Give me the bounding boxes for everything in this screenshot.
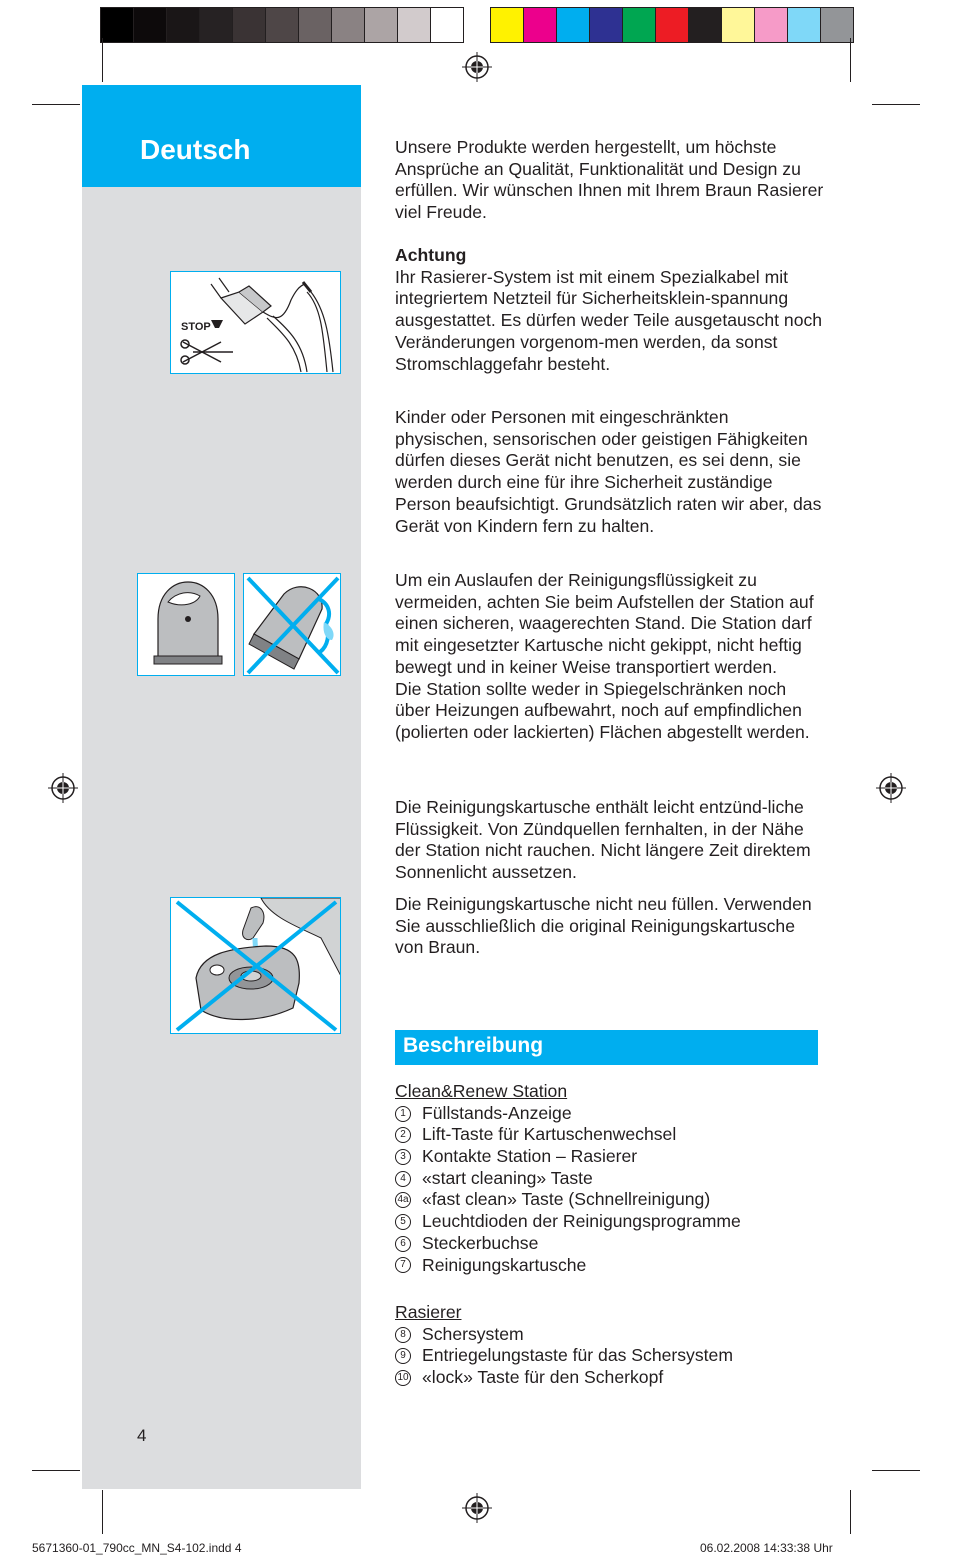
item-number-badge: 4 [395,1171,411,1187]
registration-mark-icon [462,52,492,82]
color-swatch [397,7,431,43]
color-swatches [490,7,853,43]
intro-paragraph [395,137,825,224]
shaver-parts-items [395,1324,825,1389]
item-label: Lift-Taste für Kartuschenwechsel [422,1124,677,1145]
item-number-badge: 10 [395,1370,411,1386]
color-swatch [523,7,557,43]
list-item [395,1255,825,1277]
warning-paragraph-4-block [395,797,825,884]
item-label: Kontakte Station – Rasierer [422,1146,638,1167]
item-number-badge: 1 [395,1106,411,1122]
figure-station-upright [137,573,235,676]
shaver-parts-title: Rasierer [395,1302,462,1322]
item-number-badge: 6 [395,1236,411,1252]
list-item [395,1345,825,1367]
color-swatch [820,7,854,43]
color-swatch [589,7,623,43]
figure-power-cord [170,271,341,374]
crop-mark [32,104,80,105]
item-number-badge: 3 [395,1149,411,1165]
station-parts-title: Clean&Renew Station [395,1081,568,1101]
swatch-gap [463,7,490,43]
station-parts-items [395,1103,825,1277]
warning-paragraph-3b: Die Station sollte weder in Spiegelschränken noch über Heizungen aufbewahrt, noch auf empfindlichen (polierten oder lackierten) Flächen abgestellt werden. [395,678,810,742]
crop-mark [872,104,920,105]
list-item [395,1324,825,1346]
shaver-parts-list [395,1302,825,1389]
color-swatch [199,7,233,43]
list-item [395,1189,825,1211]
item-label: «lock» Taste für den Scherkopf [422,1367,664,1388]
power-cord-illustration [171,272,341,374]
list-item [395,1211,825,1233]
item-number-badge: 8 [395,1327,411,1343]
item-label: Leuchtdioden der Reinigungsprogramme [422,1211,741,1232]
color-swatch [133,7,167,43]
color-swatch [787,7,821,43]
warning-paragraph-5-block [395,894,825,959]
footer-timestamp: 06.02.2008 14:33:38 Uhr [700,1541,833,1555]
color-swatch [364,7,398,43]
warning-paragraph-2-block [395,407,825,537]
color-swatch [265,7,299,43]
grayscale-swatches [100,7,463,43]
crop-mark [850,38,851,82]
warning-heading: Achtung [395,245,467,265]
crop-mark [102,38,103,82]
item-number-badge: 7 [395,1257,411,1273]
page-title: Deutsch [140,134,251,165]
warning-paragraph-2: Kinder oder Personen mit eingeschränkten physischen, sensorischen oder geistigen Fähigkeiten dürfen dieses Gerät nicht benutzen, es sei denn, sie werden durch eine für ihre Sicherheit zuständige Person beaufsichtigt. Grundsätzlich raten wir aber, das Gerät von Kindern fern zu halten. [395,407,822,536]
intro-text: Unsere Produkte werden hergestellt, um höchste Ansprüche an Qualität, Funktionalität und Design zu erfüllen. Wir wünschen Ihnen mit Ihrem Braun Rasierer viel Freude. [395,137,824,223]
color-swatch [298,7,332,43]
item-label: Schersystem [422,1323,524,1344]
item-number-badge: 9 [395,1348,411,1364]
station-tilted-illustration [244,574,341,676]
crop-mark [32,1470,80,1471]
warning-paragraph-5: Die Reinigungskartusche nicht neu füllen. Verwenden Sie ausschließlich die original Reinigungskartusche von Braun. [395,894,812,958]
item-number-badge: 5 [395,1214,411,1230]
item-number-badge: 2 [395,1127,411,1143]
color-swatch [331,7,365,43]
page-number: 4 [137,1426,147,1445]
registration-mark-icon [462,1493,492,1523]
color-swatch [556,7,590,43]
color-swatch [232,7,266,43]
list-item [395,1233,825,1255]
list-item [395,1103,825,1125]
warning-paragraph-4: Die Reinigungskartusche enthält leicht entzünd-liche Flüssigkeit. Von Zündquellen fernhalten, in der Nähe der Station nicht rauchen. Nicht längere Zeit direktem Sonnenlicht aussetzen. [395,797,811,883]
registration-mark-icon [876,773,906,803]
footer-file-info: 5671360-01_790cc_MN_S4-102.indd 4 [32,1541,242,1555]
warning-paragraph-3-block [395,570,825,744]
warning-paragraph-3a: Um ein Auslaufen der Reinigungsflüssigkeit zu vermeiden, achten Sie beim Aufstellen der Station auf einen sicheren, waagerechten Stand. Die Station darf mit eingesetzter Kartusche nicht gekippt, nicht heftig bewegt und in keiner Weise transportiert werden. [395,570,814,677]
color-swatch [655,7,689,43]
crop-mark [102,1490,103,1534]
list-item [395,1168,825,1190]
item-label: Reinigungskartusche [422,1254,587,1275]
color-swatch [622,7,656,43]
warning-paragraph-1: Ihr Rasierer-System ist mit einem Spezialkabel mit integriertem Netzteil für Sicherheitsklein-spannung ausgestattet. Es dürfen weder Teile ausgetauscht noch Veränderungen vorgenom-men werden, da sonst Stromschlaggefahr besteht. [395,266,823,374]
registration-mark-icon [48,773,78,803]
warning-block [395,245,825,375]
color-swatch [721,7,755,43]
section-title: Beschreibung [403,1034,544,1057]
item-label: Steckerbuchse [422,1232,539,1253]
figure-cartridge-refill [170,897,341,1034]
color-swatch [754,7,788,43]
color-swatch [688,7,722,43]
crop-mark [872,1470,920,1471]
station-parts-list [395,1081,825,1276]
color-swatch [490,7,524,43]
color-calibration-bar [100,7,854,43]
list-item [395,1146,825,1168]
item-label: Füllstands-Anzeige [422,1102,572,1123]
item-label: «fast clean» Taste (Schnellreinigung) [422,1189,711,1210]
station-upright-illustration [138,574,235,676]
cartridge-refill-illustration [171,898,341,1034]
crop-mark [850,1490,851,1534]
list-item [395,1367,825,1389]
figure-station-tilted [243,573,341,676]
list-item [395,1124,825,1146]
stop-label: STOP [181,321,211,333]
item-label: Entriegelungstaste für das Schersystem [422,1345,733,1366]
color-swatch [166,7,200,43]
color-swatch [430,7,464,43]
color-swatch [100,7,134,43]
item-number-badge: 4a [395,1192,411,1208]
item-label: «start cleaning» Taste [422,1167,593,1188]
